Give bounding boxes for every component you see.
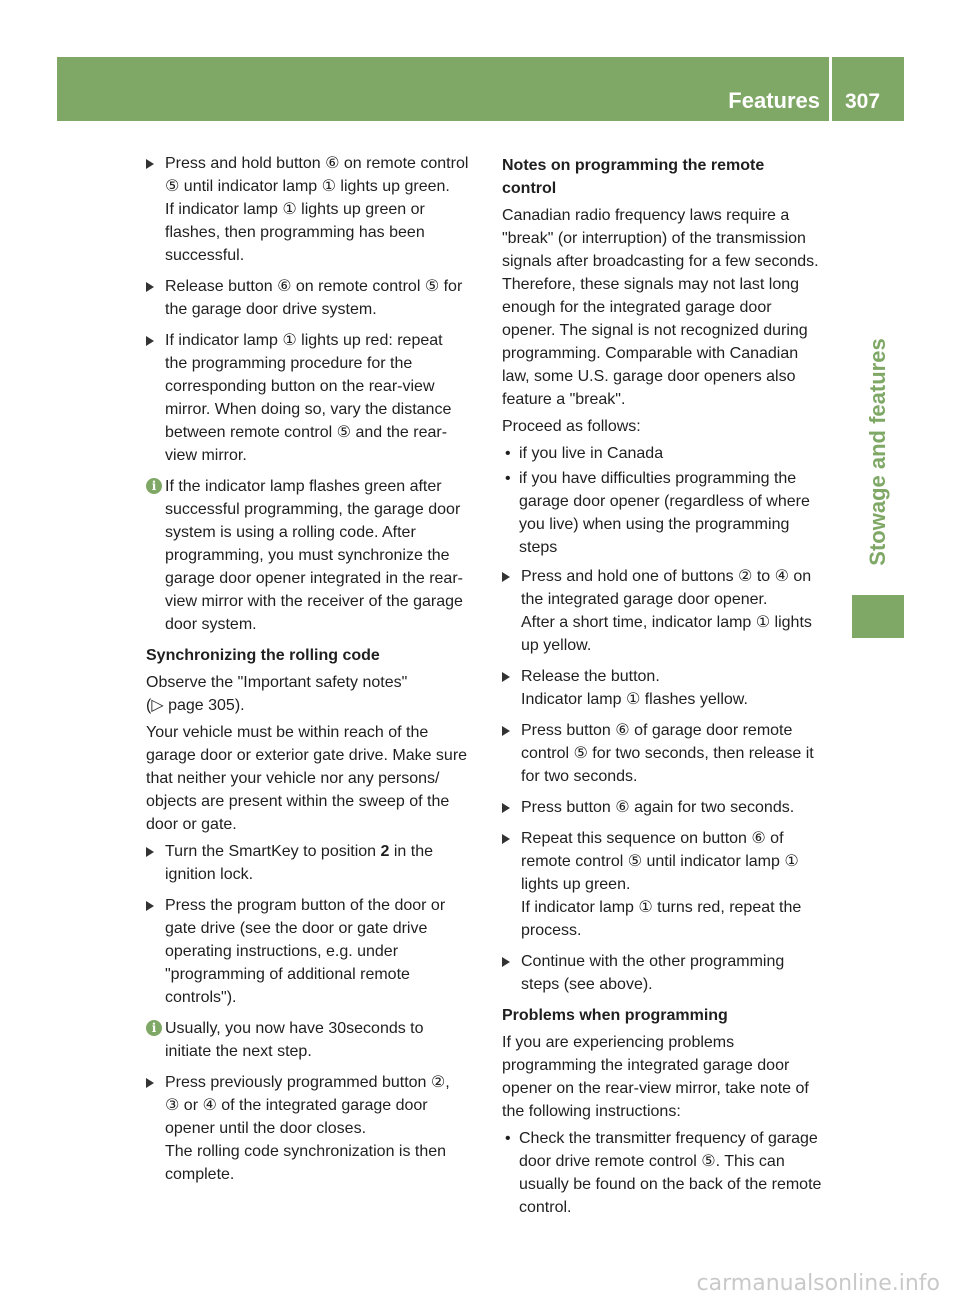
text-line: the programming procedure for the [165, 355, 413, 372]
text-line: opener on the rear-view mirror, take note of [502, 1080, 809, 1097]
header-divider [829, 57, 832, 121]
programming-heading [502, 154, 838, 200]
instruction-step [146, 152, 482, 267]
step-arrow-icon [146, 847, 154, 857]
text-line: Therefore, these signals may not last long [502, 276, 800, 293]
text-line: If the indicator lamp flashes green after [165, 478, 442, 495]
side-block [852, 595, 904, 638]
text-line: ⑤ until indicator lamp ① lights up green. [165, 178, 450, 195]
text-line: programming, you must synchronize the [165, 547, 450, 564]
canadian-law-para [502, 204, 838, 411]
step-arrow-icon [502, 957, 510, 967]
text-line: garage door opener (regardless of where [519, 493, 810, 510]
text-line: Indicator lamp ① flashes yellow. [521, 691, 748, 708]
text-line: If indicator lamp ① lights up red: repeat [165, 332, 443, 349]
instruction-step [502, 665, 838, 711]
step-arrow-icon [502, 672, 510, 682]
bullet-dot-icon: • [505, 445, 511, 462]
step-arrow-icon [502, 572, 510, 582]
text-line: programming the integrated garage door [502, 1057, 790, 1074]
text-line: garage door opener integrated in the rear- [165, 570, 463, 587]
bullet-dot-icon: • [505, 1130, 511, 1147]
text-line: garage door or exterior gate drive. Make sure [146, 747, 468, 764]
step-arrow-icon [146, 282, 154, 292]
programming-steps [502, 565, 838, 996]
text-line: complete. [165, 1166, 235, 1183]
text-line: gate drive (see the door or gate drive [165, 920, 428, 937]
text-line: mirror. When doing so, vary the distance [165, 401, 452, 418]
text-line: Usually, you now have 30seconds to [165, 1020, 424, 1037]
step-line: Turn the SmartKey to position 2 in the [165, 843, 434, 860]
text-line: usually be found on the back of the remote [519, 1176, 822, 1193]
text-line: door or gate. [146, 816, 237, 833]
instruction-step [502, 719, 838, 788]
left-column [146, 152, 482, 1194]
text-line: the integrated garage door opener. [521, 591, 768, 608]
text-line: Repeat this sequence on button ⑥ of [521, 830, 784, 847]
steps-c [146, 1071, 482, 1186]
text-line: the following instructions: [502, 1103, 681, 1120]
proceed-para: Proceed as follows: [502, 418, 641, 435]
bullet-item [502, 442, 838, 465]
watermark: carmanualsonline.info [696, 1271, 940, 1296]
text-line: Press and hold one of buttons ② to ④ on [521, 568, 812, 585]
text-line: Press and hold button ⑥ on remote control [165, 155, 469, 172]
text-line: ③ or ④ of the integrated garage door [165, 1097, 428, 1114]
step-arrow-icon [502, 834, 510, 844]
text-line: the garage door drive system. [165, 301, 377, 318]
info-icon: i [146, 478, 162, 494]
text-line: enough for the integrated garage door [502, 299, 772, 316]
text-line: if you live in Canada [519, 445, 664, 462]
text-line: between remote control ⑤ and the rear- [165, 424, 448, 441]
section-title: Features [728, 88, 820, 113]
text-line: Observe the "Important safety notes" [146, 674, 408, 691]
side-tab-label: Stowage and features [865, 338, 890, 566]
text-line: up yellow. [521, 637, 592, 654]
text-line: If indicator lamp ① lights up green or [165, 201, 425, 218]
text-line: control. [519, 1199, 572, 1216]
text-line: (▷ page 305). [146, 697, 245, 714]
steps-a [146, 152, 482, 467]
text-line: law, some U.S. garage door openers also [502, 368, 796, 385]
text-line: opener. The signal is not recognized during [502, 322, 808, 339]
page-number: 307 [845, 90, 881, 113]
text-line: successful. [165, 247, 245, 264]
text-line: Press previously programmed button ②, [165, 1074, 450, 1091]
text-line: If you are experiencing problems [502, 1034, 735, 1051]
step-arrow-icon [146, 336, 154, 346]
instruction-step [146, 275, 482, 321]
text-line: Release button ⑥ on remote control ⑤ for [165, 278, 463, 295]
text-line: steps (see above). [521, 976, 653, 993]
text-line: successful programming, the garage door [165, 501, 461, 518]
text-line: "programming of additional remote [165, 966, 410, 983]
text-line: If indicator lamp ① turns red, repeat the [521, 899, 802, 916]
text-line: for two seconds. [521, 768, 638, 785]
text-line: corresponding button on the rear-view [165, 378, 435, 395]
bullet-item [502, 1127, 838, 1219]
text-line: process. [521, 922, 582, 939]
text-line: if you have difficulties programming the [519, 470, 797, 487]
text-line: Notes on programming the remote [502, 157, 765, 174]
bullet-dot-icon: • [505, 470, 511, 487]
text-line: Release the button. [521, 668, 660, 685]
text-line: door drive remote control ⑤. This can [519, 1153, 785, 1170]
info-note [146, 475, 482, 636]
text-line: Press button ⑥ of garage door remote [521, 722, 793, 739]
instruction-step [502, 950, 838, 996]
text-line: opener until the door closes. [165, 1120, 367, 1137]
text-line: steps [519, 539, 558, 556]
text-line: After a short time, indicator lamp ① lights [521, 614, 812, 631]
text-line: Canadian radio frequency laws require a [502, 207, 790, 224]
text-line: The rolling code synchronization is then [165, 1143, 447, 1160]
text-line: "break" (or interruption) of the transmission [502, 230, 806, 247]
step-arrow-icon [146, 1078, 154, 1088]
text-line: Press the program button of the door or [165, 897, 446, 914]
text-line: signals after broadcasting for a few seconds. [502, 253, 819, 270]
text-line: view mirror with the receiver of the garage [165, 593, 463, 610]
problems-heading: Problems when programming [502, 1007, 728, 1024]
instruction-step [502, 565, 838, 657]
instruction-step [502, 827, 838, 942]
text-line: Press button ⑥ again for two seconds. [521, 799, 795, 816]
step-arrow-icon [502, 726, 510, 736]
text-line: system is using a rolling code. After [165, 524, 416, 541]
steps-b [146, 894, 482, 1009]
text-line: control [502, 180, 557, 197]
text-line: Check the transmitter frequency of garage [519, 1130, 818, 1147]
sync-para-1 [146, 671, 482, 717]
text-line: feature a "break". [502, 391, 626, 408]
text-line: objects are present within the sweep of the [146, 793, 450, 810]
text-line: controls"). [165, 989, 237, 1006]
text-line: initiate the next step. [165, 1043, 312, 1060]
step-arrow-icon [146, 901, 154, 911]
instruction-step [502, 796, 838, 819]
position-value: 2 [380, 843, 390, 860]
text-line: Your vehicle must be within reach of the [146, 724, 429, 741]
text-line: view mirror. [165, 447, 247, 464]
text-line: operating instructions, e.g. under [165, 943, 399, 960]
instruction-step [146, 329, 482, 467]
bullets-conditions [502, 442, 838, 559]
info-note [146, 1017, 482, 1063]
text-line: Continue with the other programming [521, 953, 785, 970]
bullets-problems [502, 1127, 838, 1219]
text-line: door system. [165, 616, 257, 633]
instruction-step [146, 1071, 482, 1186]
text-line: flashes, then programming has been [165, 224, 425, 241]
text-line: you live) when using the programming [519, 516, 790, 533]
step-arrow-icon [502, 803, 510, 813]
text-line: remote control ⑤ until indicator lamp ① [521, 853, 799, 870]
instruction-step [146, 894, 482, 1009]
text-line: lights up green. [521, 876, 631, 893]
step-line: ignition lock. [165, 866, 254, 883]
text-line: that neither your vehicle nor any persons/ [146, 770, 440, 787]
right-column [502, 152, 838, 1221]
problems-para [502, 1031, 838, 1123]
sync-para-2 [146, 721, 482, 836]
step-turn-smartkey [146, 840, 482, 886]
text-line: control ⑤ for two seconds, then release it [521, 745, 814, 762]
bullet-item [502, 467, 838, 559]
step-arrow-icon [146, 159, 154, 169]
info-icon: i [146, 1020, 162, 1036]
text-line: programming. Comparable with Canadian [502, 345, 799, 362]
sync-heading: Synchronizing the rolling code [146, 647, 380, 664]
